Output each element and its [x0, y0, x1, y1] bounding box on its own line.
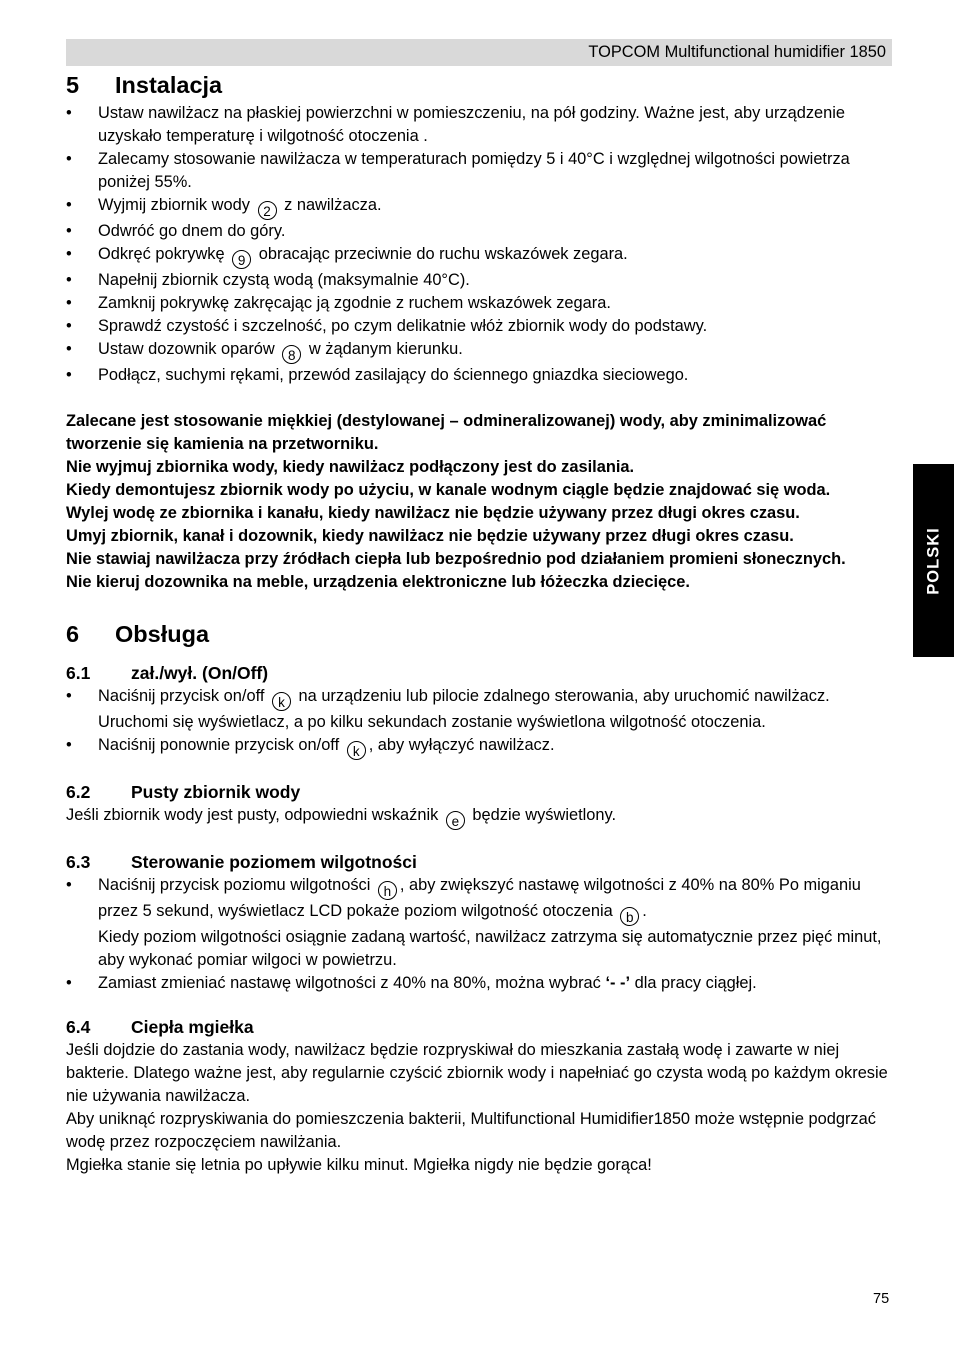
language-tab — [913, 464, 954, 657]
subsection-6-1-heading — [66, 661, 892, 685]
indicator-b-icon: b — [620, 907, 639, 926]
subsection-title: Pusty zbiornik wody — [131, 782, 301, 802]
bullet-icon: • — [66, 294, 72, 312]
button-k-icon: k — [272, 692, 291, 711]
section-number: 6 — [66, 621, 80, 647]
list-item: • Zamknij pokrywkę zakręcając ją zgodnie z ruchem wskazówek zegara. — [66, 292, 892, 315]
bullet-icon: • — [66, 876, 72, 894]
warning-text: Umyj zbiornik, kanał i dozownik, kiedy nawilżacz nie będzie używany przez długi okres czasu. — [66, 527, 794, 545]
warning-text: Zalecane jest stosowanie miękkiej (destylowanej – odmineralizowanej) wody, aby zminimalizować tworzenie się kamienia na przetworniku. — [66, 412, 827, 453]
header-title: TOPCOM Multifunctional humidifier 1850 — [588, 43, 886, 61]
paragraph: Aby uniknąć rozpryskiwania do pomieszczenia bakterii, Multifunctional Humidifier1850 może wstępnie podgrzać wodę przez rozpoczęciem nawilżania. — [66, 1110, 876, 1151]
bullet-icon: • — [66, 340, 72, 358]
page-number: 75 — [873, 1291, 890, 1307]
warning-text: Nie wyjmuj zbiornika wody, kiedy nawilżacz podłączony jest do zasilania. — [66, 458, 635, 476]
subsection-number: 6.4 — [66, 1017, 91, 1037]
subsection-number: 6.1 — [66, 663, 91, 683]
section-5-heading — [66, 68, 892, 102]
part-number-9-icon: 9 — [232, 250, 251, 269]
warnings-block — [66, 410, 892, 594]
bullet-icon: • — [66, 245, 72, 263]
list-item: • Odwróć go dnem do góry. — [66, 220, 892, 243]
list-item: • Zamiast zmieniać nastawę wilgotności z 40% na 80%, można wybrać ‘- -’ dla pracy ciągłej. — [66, 972, 892, 995]
bullet-icon: • — [66, 196, 72, 214]
bullet-icon: • — [66, 317, 72, 335]
subsection-title: Sterowanie poziomem wilgotności — [131, 852, 417, 872]
bullet-icon: • — [66, 222, 72, 240]
warning-text: Kiedy demontujesz zbiornik wody po użyciu, w kanale wodnym ciągle będzie znajdować się woda. — [66, 481, 831, 499]
humidity-control-steps — [66, 874, 892, 995]
subsection-6-4-heading — [66, 1015, 892, 1039]
subsection-title: zał./wył. (On/Off) — [131, 663, 269, 683]
bullet-icon: • — [66, 736, 72, 754]
list-item: • Naciśnij przycisk poziomu wilgotności h , aby zwiększyć nastawę wilgotności z 40% na 80% Po miganiu przez 5 sekund, wyświetlacz LCD pokaże poziom wilgotność otoczenia b . Kiedy poziom wilgotności osiągnie zadaną wartość, nawilżacz zatrzyma się automatycznie przez pięć minut, aby wykonać pomiar wilgoci w powietrzu. — [66, 876, 882, 969]
subsection-number: 6.2 — [66, 782, 91, 802]
paragraph: Mgiełka stanie się letnia po upływie kilku minut. Mgiełka nigdy nie będzie gorąca! — [66, 1156, 652, 1174]
list-item: • Sprawdź czystość i szczelność, po czym delikatnie włóż zbiornik wody do podstawy. — [66, 315, 892, 338]
language-tab-label: POLSKI — [924, 526, 942, 595]
list-item: • Odkręć pokrywkę 9 obracając przeciwnie do ruchu wskazówek zegara. — [66, 245, 628, 268]
subsection-6-3-heading — [66, 850, 892, 874]
section-title: Instalacja — [115, 72, 223, 98]
bullet-icon: • — [66, 687, 72, 705]
section-number: 5 — [66, 72, 80, 98]
bullet-icon: • — [66, 974, 72, 992]
warning-text: Nie kieruj dozownika na meble, urządzenia elektroniczne lub łóżeczka dziecięce. — [66, 573, 690, 591]
bullet-icon: • — [66, 366, 72, 384]
button-k-icon: k — [347, 741, 366, 760]
subsection-number: 6.3 — [66, 852, 91, 872]
list-item: • Napełnij zbiornik czystą wodą (maksymalnie 40°C). — [66, 269, 892, 292]
subsection-6-2-heading — [66, 780, 892, 804]
header-bar — [66, 39, 892, 66]
list-item: • Ustaw nawilżacz na płaskiej powierzchni w pomieszczeniu, na pół godziny. Ważne jest, aby urządzenie uzyskało temperaturę i wilgotność otoczenia . — [66, 104, 846, 145]
list-item: • Zalecamy stosowanie nawilżacza w temperaturach pomiędzy 5 i 40°C i względnej wilgotności powietrza poniżej 55%. — [66, 150, 850, 191]
warning-text: Wylej wodę ze zbiornika i kanału, kiedy nawilżacz nie będzie używany przez długi okres czasu. — [66, 504, 800, 522]
part-number-2-icon: 2 — [258, 201, 277, 220]
section-title: Obsługa — [115, 621, 210, 647]
paragraph: Jeśli dojdzie do zastania wody, nawilżacz będzie rozpryskiwał do mieszkania zastałą wodę i zawarte w niej bakterie. Dlatego ważne jest, aby regularnie czyścić zbiornik wody i napełniać go czysta wodą po każdym okresie nie używania nawilżacza. — [66, 1041, 888, 1105]
bullet-icon: • — [66, 104, 72, 122]
subsection-title: Ciepła mgiełka — [131, 1017, 254, 1037]
list-item: • Ustaw dozownik oparów 8 w żądanym kierunku. — [66, 340, 463, 363]
installation-steps — [66, 102, 892, 387]
bullet-icon: • — [66, 150, 72, 168]
part-number-8-icon: 8 — [282, 345, 301, 364]
list-item: • Naciśnij ponownie przycisk on/off k , aby wyłączyć nawilżacz. — [66, 736, 555, 759]
on-off-steps — [66, 685, 892, 760]
bullet-icon: • — [66, 271, 72, 289]
section-6-heading — [66, 617, 892, 651]
empty-tank-text: Jeśli zbiornik wody jest pusty, odpowiedni wskaźnik e będzie wyświetlony. — [66, 806, 617, 829]
warning-text: Nie stawiaj nawilżacza przy źródłach ciepła lub bezpośrednio pod działaniem promieni słonecznych. — [66, 550, 846, 568]
list-item: • Wyjmij zbiornik wody 2 z nawilżacza. — [66, 196, 382, 219]
list-item: • Naciśnij przycisk on/off k na urządzeniu lub pilocie zdalnego sterowania, aby uruchomić nawilżacz. Uruchomi się wyświetlacz, a po kilku sekundach zostanie wyświetlona wilgotność otoczenia. — [66, 687, 830, 731]
page-content — [66, 68, 892, 1177]
list-item: • Podłącz, suchymi rękami, przewód zasilający do ściennego gniazdka sieciowego. — [66, 364, 892, 387]
indicator-e-icon: e — [446, 811, 465, 830]
button-h-icon: h — [378, 881, 397, 900]
